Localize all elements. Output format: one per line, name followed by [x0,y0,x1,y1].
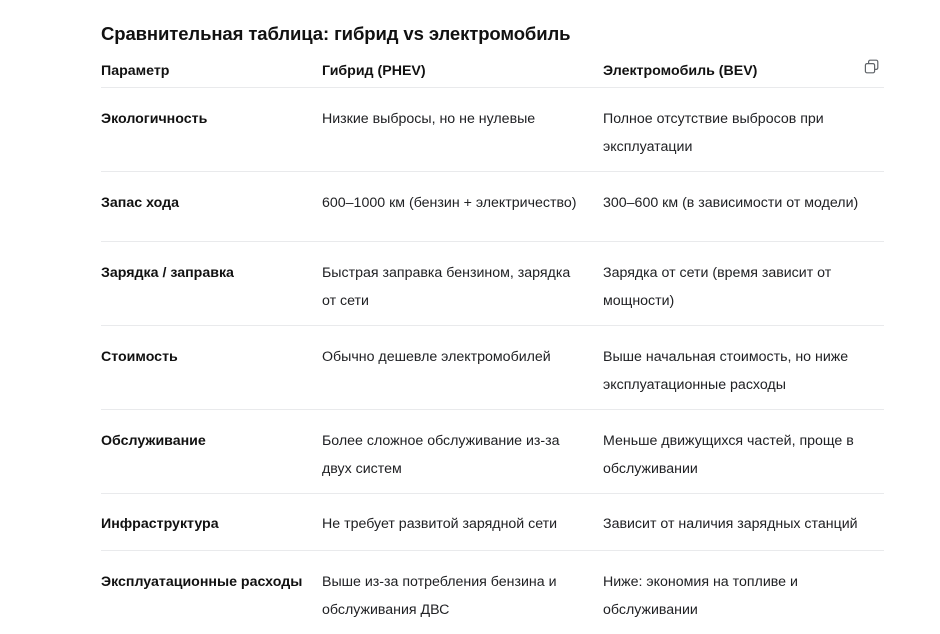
row-bev: Меньше движущихся частей, проще в обслуживании [603,433,854,477]
row-bev: Полное отсутствие выбросов при эксплуатации [603,111,824,155]
comparison-table [101,57,884,634]
row-param: Инфраструктура [101,516,219,532]
row-param: Эксплуатационные расходы [101,574,303,590]
row-bev: Ниже: экономия на топливе и обслуживании [603,574,798,618]
table-row [101,171,884,241]
row-param: Запас хода [101,195,179,211]
table-row [101,550,884,634]
row-bev: Зарядка от сети (время зависит от мощности) [603,265,832,309]
table-row [101,87,884,171]
row-bev: 300–600 км (в зависимости от модели) [603,195,859,211]
page-title: Сравнительная таблица: гибрид vs электромобиль [101,23,571,44]
row-phev: 600–1000 км (бензин + электричество) [322,195,577,211]
table-row [101,493,884,550]
table-row [101,241,884,325]
row-bev: Выше начальная стоимость, но ниже эксплуатационные расходы [603,349,849,393]
table-row [101,325,884,409]
row-phev: Обычно дешевле электромобилей [322,349,551,365]
row-phev: Низкие выбросы, но не нулевые [322,111,536,127]
row-param: Экологичность [101,111,208,127]
row-param: Зарядка / заправка [101,265,234,281]
column-header-param: Параметр [101,63,170,79]
row-phev: Выше из-за потребления бензина и обслуживания ДВС [322,574,557,618]
table-header-row [101,57,884,87]
row-phev: Быстрая заправка бензином, зарядка от сети [322,265,571,309]
row-param: Стоимость [101,349,178,365]
row-phev: Более сложное обслуживание из-за двух систем [322,433,560,477]
copy-icon[interactable] [862,57,882,77]
table-row [101,409,884,493]
row-param: Обслуживание [101,433,206,449]
column-header-phev: Гибрид (PHEV) [322,63,426,79]
row-phev: Не требует развитой зарядной сети [322,516,558,532]
column-header-bev: Электромобиль (BEV) [603,63,758,79]
row-bev: Зависит от наличия зарядных станций [603,516,858,532]
